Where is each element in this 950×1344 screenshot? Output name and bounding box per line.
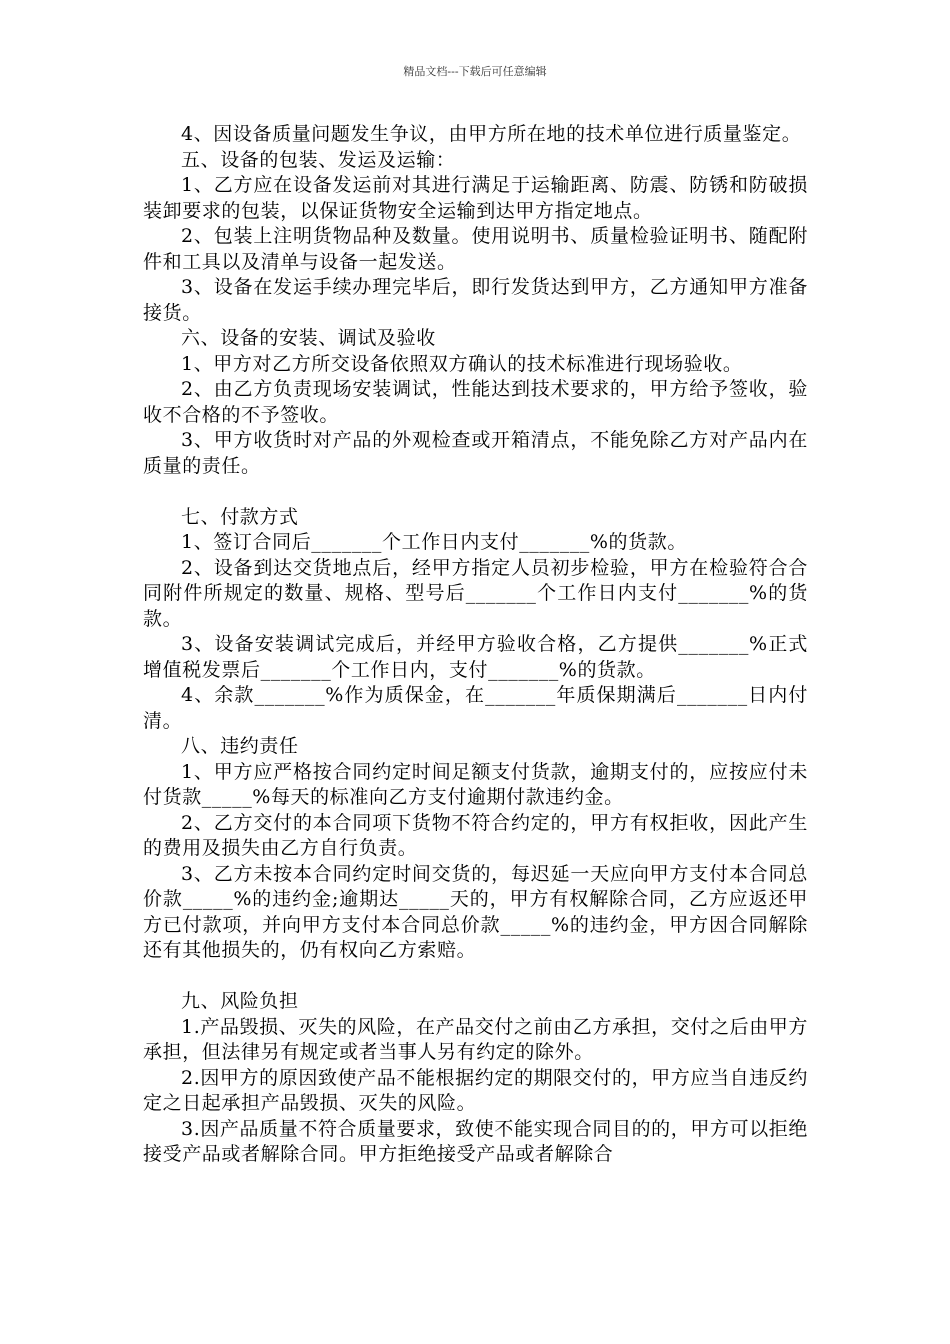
document-body [143,122,808,1168]
section-heading: 五、设备的包装、发运及运输： [181,148,456,171]
section-heading: 六、设备的安装、调试及验收 [181,327,436,349]
paragraph: 3、设备安装调试完成后，并经甲方验收合格，乙方提供_______%正式增值税发票后_______个工作日内，支付_______%的货款。 [143,633,808,681]
paragraph: 1、甲方对乙方所交设备依照双方确认的技术标准进行现场验收。 [181,352,743,375]
paragraph: 2.因甲方的原因致使产品不能根据约定的期限交付的，甲方应当自违反约定之日起承担产品毁损、灭失的风险。 [143,1066,808,1114]
paragraph: 4、余款_______%作为质保金，在_______年质保期满后_______日内付清。 [143,684,808,732]
paragraph: 2、设备到达交货地点后，经甲方指定人员初步检验，甲方在检验符合合同附件所规定的数量、规格、型号后_______个工作日内支付_______%的货款。 [143,556,808,630]
blank-line [143,964,808,990]
paragraph: 3、甲方收货时对产品的外观检查或开箱清点，不能免除乙方对产品内在质量的责任。 [143,429,808,477]
paragraph: 3、设备在发运手续办理完毕后，即行发货达到甲方，乙方通知甲方准备接货。 [143,276,808,324]
paragraph: 3、乙方未按本合同约定时间交货的，每迟延一天应向甲方支付本合同总价款_____%的违约金;逾期达_____天的，甲方有权解除合同，乙方应返还甲方已付款项，并向甲方支付本合同总价款_____%的违约金，甲方因合同解除还有其他损失的，仍有权向乙方索赔。 [143,862,808,961]
paragraph: 4、因设备质量问题发生争议，由甲方所在地的技术单位进行质量鉴定。 [181,123,802,145]
paragraph: 2、由乙方负责现场安装调试，性能达到技术要求的，甲方给予签收，验收不合格的不予签收。 [143,378,808,426]
paragraph: 1、签订合同后_______个工作日内支付_______%的货款。 [181,531,687,553]
blank-line [143,479,808,505]
section-heading: 八、违约责任 [181,735,299,757]
section-heading: 七、付款方式 [181,505,299,528]
page-header: 精品文档---下载后可任意编辑 [403,65,547,78]
paragraph: 1、乙方应在设备发运前对其进行满足于运输距离、防震、防锈和防破损装卸要求的包装，以保证货物安全运输到达甲方指定地点。 [143,174,808,222]
section-heading: 九、风险负担 [181,990,299,1012]
paragraph: 2、包装上注明货物品种及数量。使用说明书、质量检验证明书、随配附件和工具以及清单与设备一起发送。 [143,225,808,273]
paragraph: 1.产品毁损、灭失的风险，在产品交付之前由乙方承担，交付之后由甲方承担，但法律另有规定或者当事人另有约定的除外。 [143,1015,808,1063]
paragraph: 1、甲方应严格按合同约定时间足额支付货款，逾期支付的，应按应付未付货款_____%每天的标准向乙方支付逾期付款违约金。 [143,760,808,808]
paragraph: 2、乙方交付的本合同项下货物不符合约定的，甲方有权拒收，因此产生的费用及损失由乙方自行负责。 [143,811,808,859]
paragraph: 3.因产品质量不符合质量要求，致使不能实现合同目的的，甲方可以拒绝接受产品或者解除合同。甲方拒绝接受产品或者解除合 [143,1117,808,1165]
